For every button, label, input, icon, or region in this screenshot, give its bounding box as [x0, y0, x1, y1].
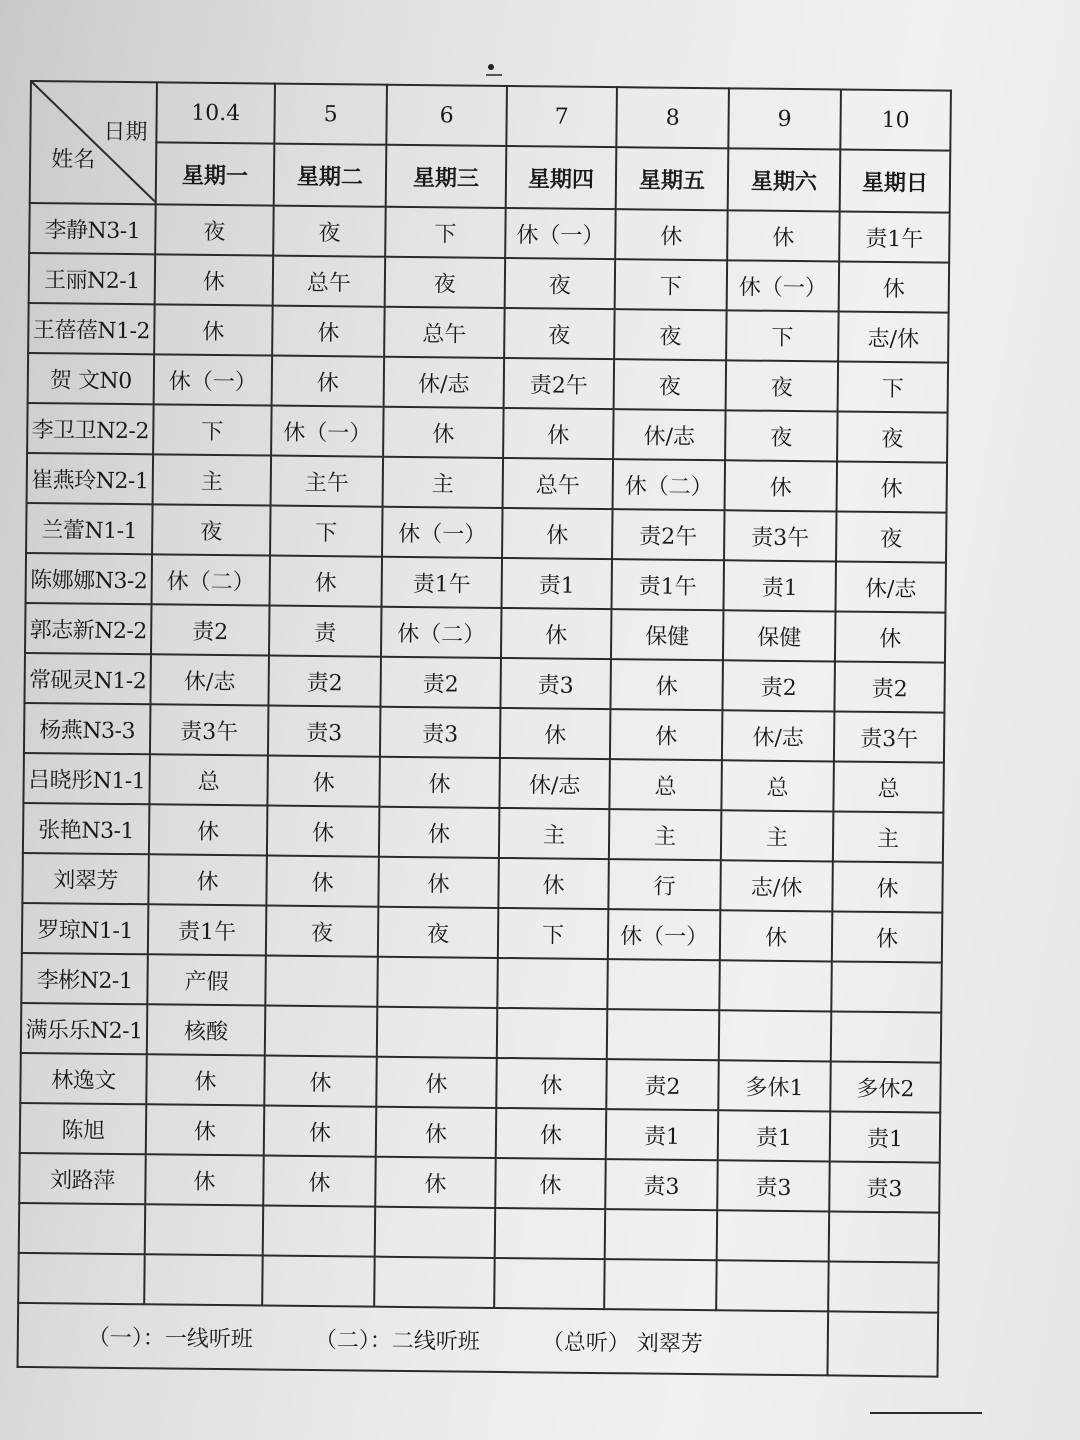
shift-cell: 休 [725, 460, 838, 511]
weekday-cell: 星期四 [506, 146, 617, 209]
legend-row [18, 1303, 939, 1377]
shift-cell: 休 [496, 1058, 607, 1109]
shift-cell: 产假 [147, 954, 266, 1005]
shift-cell: 休 [267, 806, 380, 857]
shift-cell: 休 [503, 408, 614, 459]
date-cell: 7 [506, 86, 617, 147]
shift-cell: 责2午 [612, 509, 725, 560]
shift-cell [265, 1006, 378, 1057]
shift-cell [263, 1206, 376, 1257]
staff-name-cell: 满乐乐N2-1 [21, 1003, 148, 1054]
corner-name-label: 姓名 [51, 147, 96, 173]
shift-cell: 休（一） [154, 354, 273, 405]
shift-cell [716, 1260, 829, 1311]
shift-cell: 休（一） [727, 260, 840, 311]
shift-cell: 下 [615, 259, 728, 310]
staff-name-cell: 杨燕N3-3 [24, 703, 151, 754]
staff-name-cell: 陈娜娜N3-2 [26, 553, 153, 604]
shift-cell: 休 [378, 857, 499, 908]
shift-cell: 志/休 [838, 311, 949, 362]
staff-name-cell: 李卫卫N2-2 [27, 403, 154, 454]
staff-name-cell: 陈旭 [20, 1103, 147, 1154]
shift-cell: 主 [721, 810, 834, 861]
shift-cell: 下 [726, 310, 839, 361]
shift-cell: 志/休 [720, 860, 833, 911]
shift-cell: 夜 [614, 359, 727, 410]
shift-cell: 责3 [829, 1161, 940, 1212]
shift-cell: 休 [501, 608, 612, 659]
shift-cell: 总午 [503, 458, 614, 509]
shift-cell [719, 960, 832, 1011]
staff-name-cell: 王丽N2-1 [29, 253, 156, 304]
shift-cell [717, 1210, 830, 1261]
shift-cell: 休 [375, 1157, 496, 1208]
shift-cell: 休 [263, 1156, 376, 1207]
legend-total-standby: （总听） 刘翠芳 [541, 1329, 703, 1357]
shift-cell: 休 [727, 210, 840, 261]
shift-cell: 休 [264, 1056, 377, 1107]
shift-cell: 休（一） [505, 208, 616, 259]
legend-cell [18, 1303, 829, 1375]
shift-cell: 休 [832, 861, 943, 912]
shift-cell: 责3午 [150, 704, 269, 755]
shift-cell: 休 [502, 508, 613, 559]
shift-cell: 下 [270, 506, 383, 557]
shift-cell: 责2 [834, 661, 945, 712]
staff-name-cell: 兰蕾N1-1 [26, 503, 153, 554]
shift-cell: 休 [376, 1107, 497, 1158]
shift-cell: 夜 [837, 411, 948, 462]
schedule-sheet [17, 80, 952, 1378]
shift-cell: 保健 [723, 610, 836, 661]
shift-cell: 休（一） [382, 507, 503, 558]
shift-cell: 责2 [151, 604, 270, 655]
shift-cell: 夜 [725, 410, 838, 461]
shift-cell [604, 1259, 717, 1310]
shift-cell: 责2午 [504, 358, 615, 409]
shift-cell: 夜 [385, 257, 506, 308]
staff-name-cell: 罗琼N1-1 [22, 903, 149, 954]
weekday-cell: 星期五 [616, 147, 729, 210]
shift-cell: 休 [267, 756, 380, 807]
shift-cell: 责1午 [382, 557, 503, 608]
weekday-cell: 星期日 [840, 149, 951, 212]
corner-date-label: 日期 [103, 119, 148, 146]
date-cell: 10.4 [156, 82, 275, 143]
shift-cell: 休（一） [608, 909, 721, 960]
schedule-table [17, 80, 952, 1378]
shift-cell: 夜 [836, 511, 947, 562]
shift-cell: 夜 [155, 204, 274, 255]
shift-cell [377, 1007, 498, 1058]
staff-name-cell: 王蓓蓓N1-2 [28, 303, 155, 354]
shift-cell [831, 1011, 942, 1062]
staff-name-cell: 贺 文N0 [28, 353, 155, 404]
shift-cell: 休 [837, 461, 948, 512]
shift-cell: 责3 [605, 1159, 718, 1210]
shift-cell: 休 [383, 407, 504, 458]
shift-cell: 责2 [722, 660, 835, 711]
shift-cell: 责3午 [724, 510, 837, 561]
shift-cell: 休/志 [613, 409, 726, 460]
weekday-header-row [30, 141, 951, 213]
staff-name-cell: 吕晓彤N1-1 [23, 753, 150, 804]
shift-cell: 责 [269, 606, 382, 657]
shift-cell: 休 [264, 1106, 377, 1157]
shift-cell: 下 [498, 908, 609, 959]
staff-name-cell: 李彬N2-1 [21, 953, 148, 1004]
staff-name-cell: 刘路萍 [19, 1153, 146, 1204]
shift-cell: 休 [146, 1104, 265, 1155]
shift-cell [494, 1258, 605, 1309]
staff-name-cell: 林逸文 [20, 1053, 147, 1104]
shift-cell [607, 1009, 720, 1060]
shift-cell: 夜 [266, 906, 379, 957]
shift-cell [145, 1204, 264, 1255]
shift-cell: 休 [610, 709, 723, 760]
shift-cell: 休 [500, 708, 611, 759]
shift-cell: 休 [495, 1158, 606, 1209]
shift-cell: 休（二） [613, 459, 726, 510]
shift-cell: 休 [832, 911, 943, 962]
date-cell: 6 [386, 85, 507, 146]
shift-cell: 责1午 [611, 559, 724, 610]
shift-cell: 主 [153, 454, 272, 505]
shift-cell: 责1 [718, 1110, 831, 1161]
shift-cell: 休 [270, 556, 383, 607]
shift-cell [144, 1254, 263, 1305]
shift-cell: 夜 [726, 360, 839, 411]
shift-cell: 休 [146, 1054, 265, 1105]
shift-cell: 责1 [723, 560, 836, 611]
shift-cell: 多休2 [830, 1061, 941, 1112]
legend-line-two: （二）：二线听班 [314, 1327, 480, 1355]
shift-cell: 责1午 [839, 211, 950, 262]
shift-cell: 责1 [501, 558, 612, 609]
shift-cell: 总 [609, 759, 722, 810]
shift-cell [828, 1261, 939, 1312]
shift-cell: 休 [379, 757, 500, 808]
shift-cell: 休 [610, 659, 723, 710]
shift-cell [607, 959, 720, 1010]
shift-cell [265, 956, 378, 1007]
shift-cell [374, 1257, 495, 1308]
shift-cell: 休/志 [499, 758, 610, 809]
shift-cell: 责3 [500, 658, 611, 709]
shift-cell: 休 [839, 261, 950, 312]
shift-cell: 休 [835, 611, 946, 662]
table-tail-line [870, 1412, 982, 1414]
shift-cell [831, 961, 942, 1012]
shift-cell: 夜 [504, 308, 615, 359]
weekday-cell: 星期六 [728, 148, 841, 211]
staff-name-cell [19, 1203, 146, 1254]
shift-cell: 休 [720, 910, 833, 961]
shift-cell: 责3午 [834, 711, 945, 762]
shift-cell: 休 [145, 1154, 264, 1205]
corner-header-cell [30, 81, 157, 204]
weekday-cell: 星期一 [156, 142, 275, 205]
shift-cell: 下 [385, 207, 506, 258]
shift-cell: 总 [149, 754, 268, 805]
shift-cell: 休 [148, 854, 267, 905]
shift-cell: 多休1 [718, 1060, 831, 1111]
shift-cell: 主 [833, 811, 944, 862]
shift-cell [377, 957, 498, 1008]
shift-cell: 休 [155, 254, 274, 305]
shift-cell: 休/志 [835, 561, 946, 612]
weekday-cell: 星期三 [386, 145, 507, 208]
shift-cell [497, 958, 608, 1009]
staff-name-cell: 郭志新N2-2 [25, 603, 152, 654]
shift-cell: 休 [496, 1108, 607, 1159]
staff-name-cell: 刘翠芳 [22, 853, 149, 904]
staff-name-cell [18, 1253, 145, 1304]
weekday-cell: 星期二 [274, 144, 387, 207]
shift-cell: 夜 [614, 309, 727, 360]
date-header-row [30, 81, 951, 151]
shift-cell: 休/志 [150, 654, 269, 705]
shift-cell: 责1午 [148, 904, 267, 955]
shift-cell [262, 1256, 375, 1307]
date-cell: 8 [616, 87, 729, 148]
shift-cell: 夜 [378, 907, 499, 958]
shift-cell: 行 [608, 859, 721, 910]
staff-name-cell: 张艳N3-1 [23, 803, 150, 854]
staff-name-cell: 崔燕玲N2-1 [27, 453, 154, 504]
shift-cell: 保健 [611, 609, 724, 660]
shift-cell: 责1 [830, 1111, 941, 1162]
shift-cell [495, 1208, 606, 1259]
shift-cell: 休 [498, 858, 609, 909]
shift-cell: 责3 [717, 1160, 830, 1211]
shift-cell: 休 [272, 306, 385, 357]
shift-cell: 下 [153, 404, 272, 455]
shift-cell: 休 [272, 356, 385, 407]
shift-cell: 夜 [505, 258, 616, 309]
shift-cell: 休 [376, 1057, 497, 1108]
shift-cell: 休（二） [152, 554, 271, 605]
shift-cell: 休 [615, 209, 728, 260]
shift-cell [719, 1010, 832, 1061]
shift-cell: 休/志 [722, 710, 835, 761]
shift-cell: 休 [379, 807, 500, 858]
shift-cell: 总午 [384, 307, 505, 358]
date-cell: 10 [840, 89, 951, 150]
shift-cell: 责3 [268, 706, 381, 757]
shift-cell: 休/志 [384, 357, 505, 408]
legend-empty-cell [827, 1311, 938, 1376]
shift-cell: 责2 [380, 657, 501, 708]
date-cell: 5 [274, 84, 387, 145]
staff-name-cell: 李静N3-1 [29, 203, 156, 254]
shift-cell: 主 [383, 457, 504, 508]
shift-cell: 夜 [273, 206, 386, 257]
shift-cell: 责2 [268, 656, 381, 707]
shift-cell [497, 1008, 608, 1059]
shift-cell: 下 [838, 361, 949, 412]
shift-cell: 责2 [606, 1059, 719, 1110]
shift-cell: 休 [154, 304, 273, 355]
shift-cell: 主 [609, 809, 722, 860]
shift-cell: 总 [721, 760, 834, 811]
shift-cell [375, 1207, 496, 1258]
shift-cell: 休 [149, 804, 268, 855]
shift-cell: 休（一） [271, 406, 384, 457]
shift-cell [829, 1211, 940, 1262]
shift-cell: 核酸 [147, 1004, 266, 1055]
shift-cell: 休（二） [381, 607, 502, 658]
date-cell: 9 [728, 88, 841, 149]
shift-cell: 休 [266, 856, 379, 907]
shift-cell: 总午 [273, 256, 386, 307]
page-mark-dot [488, 64, 494, 70]
shift-cell: 主 [499, 808, 610, 859]
legend-line-one: （一）：一线听班 [87, 1325, 253, 1352]
staff-name-cell: 常砚灵N1-2 [24, 653, 151, 704]
shift-cell: 责1 [606, 1109, 719, 1160]
page-mark-dash [486, 74, 502, 76]
shift-cell [605, 1209, 718, 1260]
shift-cell: 夜 [152, 504, 271, 555]
shift-cell: 主午 [271, 456, 384, 507]
shift-cell: 总 [833, 761, 944, 812]
shift-cell: 责3 [380, 707, 501, 758]
